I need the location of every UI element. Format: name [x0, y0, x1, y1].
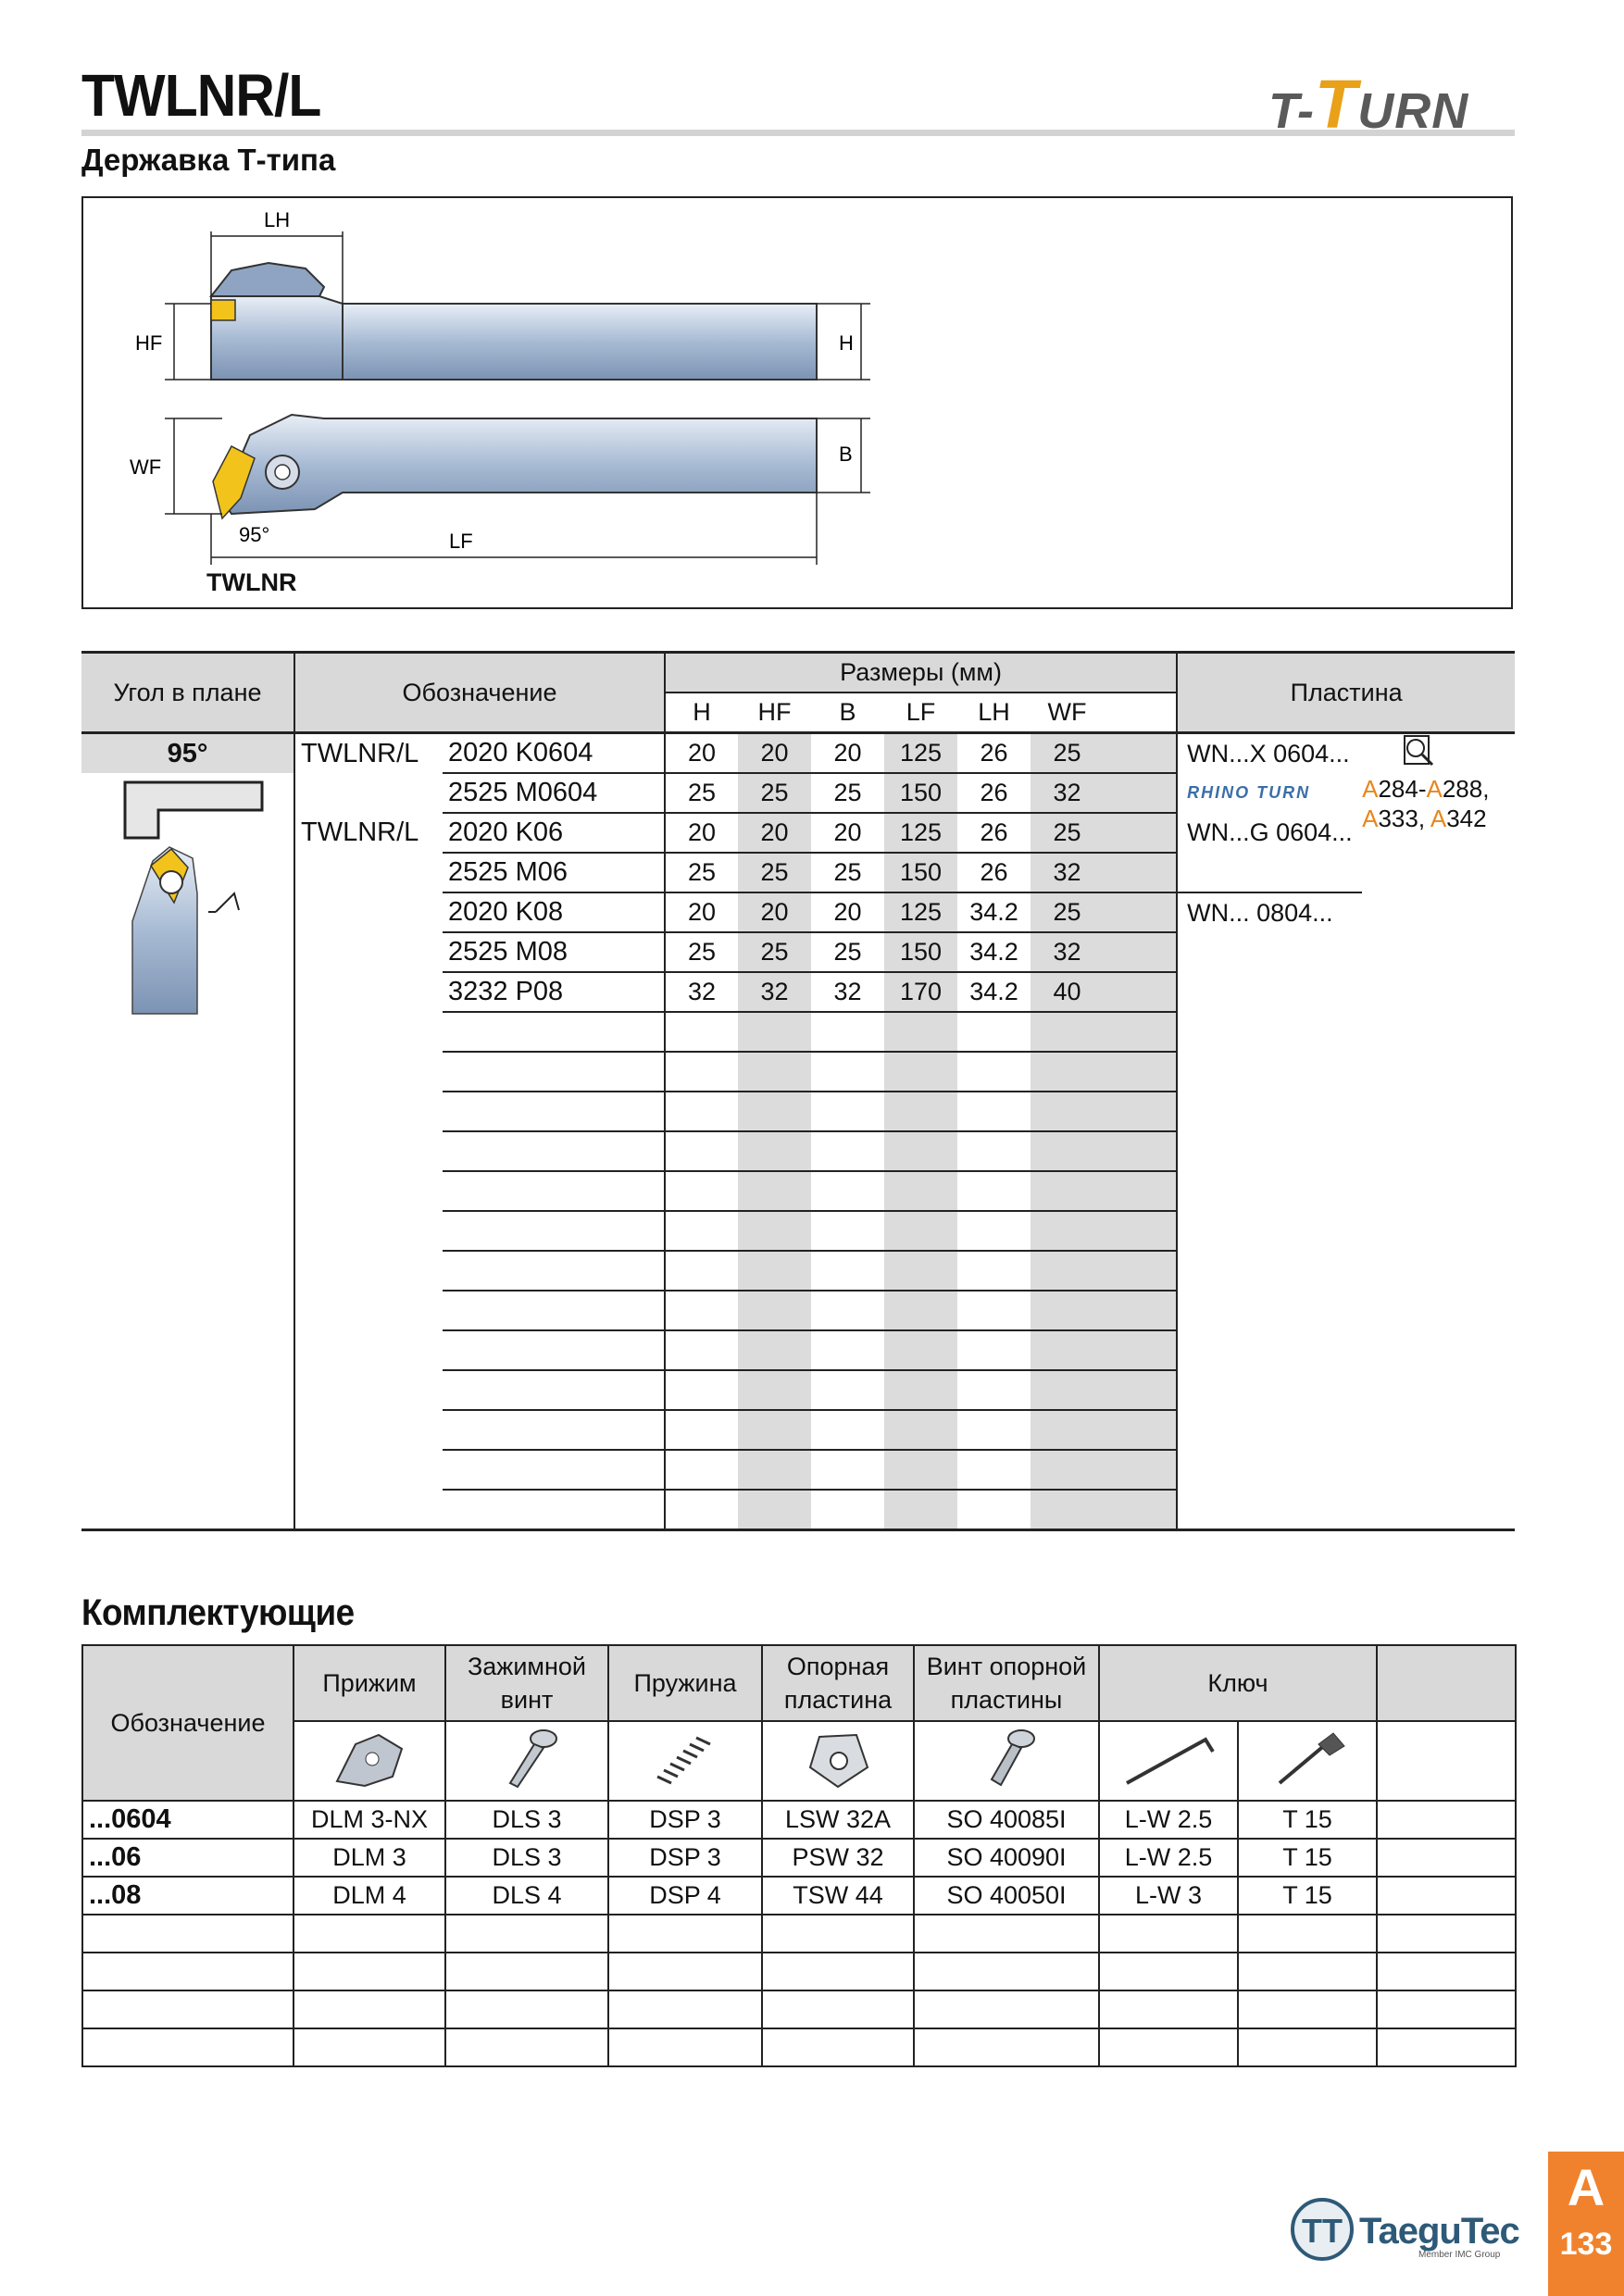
acc-cell-spring: DSP 3 [608, 1839, 762, 1877]
ref-n2: 288, [1442, 775, 1490, 803]
cell-hf: 25 [738, 773, 811, 813]
logo-mark: T [1315, 66, 1358, 143]
header-dim-h: H [665, 693, 738, 733]
cell-lf: 150 [884, 932, 957, 972]
brand-name: TaeguTec [1359, 2211, 1519, 2252]
header-dim-lf: LF [884, 693, 957, 733]
cell-b: 25 [811, 932, 884, 972]
cell-wf: 40 [1031, 972, 1104, 1012]
acc-cell-key1: L-W 3 [1099, 1877, 1238, 1915]
taegutec-logo [1289, 2190, 1363, 2269]
svg-text:TT: TT [1302, 2212, 1343, 2250]
cell-h: 20 [665, 733, 738, 774]
cell-h: 32 [665, 972, 738, 1012]
catalog-reference [1362, 733, 1515, 854]
cell-wf: 32 [1031, 853, 1104, 892]
acc-header-key: Ключ [1099, 1645, 1377, 1721]
page-number: 133 [1559, 2227, 1613, 2262]
rhino-turn-logo: RHINO TURN [1177, 773, 1362, 813]
header-angle: Угол в плане [81, 653, 294, 733]
row-code: 2525 M06 [443, 853, 665, 892]
header-dim-hf: HF [738, 693, 811, 733]
dim-wf-label: WF [130, 455, 162, 479]
acc-cell-shim-screw: SO 40090I [914, 1839, 1099, 1877]
insert-illustration-cell [81, 773, 294, 1530]
acc-cell-key2: T 15 [1238, 1877, 1377, 1915]
cell-lh: 34.2 [957, 932, 1031, 972]
dim-b-label: B [839, 443, 853, 466]
cell-b: 32 [811, 972, 884, 1012]
ref-n1: 284- [1378, 775, 1427, 803]
dim-lf-label: LF [449, 530, 473, 553]
ref-n3: 333, [1378, 805, 1430, 832]
acc-cell-spring: DSP 4 [608, 1877, 762, 1915]
acc-cell-key2: T 15 [1238, 1839, 1377, 1877]
ref-n4: 342 [1446, 805, 1487, 832]
acc-cell-screw: DLS 4 [445, 1877, 608, 1915]
hex-key-icon [1099, 1721, 1238, 1801]
acc-cell-clamp: DLM 3 [294, 1839, 445, 1877]
header-insert: Пластина [1177, 653, 1515, 733]
cell-lf: 125 [884, 813, 957, 853]
cell-h: 25 [665, 773, 738, 813]
row-code: 3232 P08 [443, 972, 665, 1012]
group2-prefix: TWLNR/L [294, 813, 443, 853]
group3-insert: WN... 0804... [1177, 892, 1362, 932]
cell-lh: 34.2 [957, 892, 1031, 932]
acc-row-code: ...06 [82, 1839, 294, 1877]
section-tab [1548, 2152, 1624, 2296]
ref-a4: A [1430, 805, 1447, 832]
tool-drawing [130, 204, 854, 574]
header-dim-wf: WF [1031, 693, 1104, 733]
side-view [211, 263, 817, 380]
cell-lf: 170 [884, 972, 957, 1012]
t-turn-logo [1268, 65, 1468, 144]
cell-lh: 26 [957, 733, 1031, 774]
cell-b: 20 [811, 813, 884, 853]
cell-lf: 150 [884, 853, 957, 892]
cell-lf: 125 [884, 892, 957, 932]
dim-h-label: H [839, 331, 854, 355]
cell-wf: 25 [1031, 813, 1104, 853]
logo-prefix: T- [1268, 83, 1315, 139]
header-dim-b: B [811, 693, 884, 733]
cell-b: 20 [811, 733, 884, 774]
tool-name-label: TWLNR [206, 568, 297, 596]
acc-cell-key1: L-W 2.5 [1099, 1839, 1238, 1877]
acc-cell-screw: DLS 3 [445, 1801, 608, 1839]
cell-hf: 32 [738, 972, 811, 1012]
ref-a1: A [1362, 775, 1379, 803]
group1-prefix: TWLNR/L [294, 733, 443, 774]
cell-hf: 25 [738, 853, 811, 892]
cell-h: 20 [665, 892, 738, 932]
ref-a2: A [1426, 775, 1443, 803]
row-code: 2020 K06 [443, 813, 665, 853]
cell-b: 25 [811, 853, 884, 892]
brand-subtitle: Member IMC Group [1418, 2250, 1501, 2260]
header-designation: Обозначение [294, 653, 665, 733]
page-subtitle: Державка Т-типа [81, 143, 336, 177]
acc-cell-shim: TSW 44 [762, 1877, 914, 1915]
angle-value: 95° [81, 733, 294, 774]
row-code: 2525 M0604 [443, 773, 665, 813]
cell-lf: 125 [884, 733, 957, 774]
cell-wf: 25 [1031, 733, 1104, 774]
group1-insert: WN...X 0604... [1177, 733, 1362, 774]
cell-h: 20 [665, 813, 738, 853]
cell-lh: 34.2 [957, 972, 1031, 1012]
dim-hf-label: HF [135, 331, 163, 355]
cell-h: 25 [665, 853, 738, 892]
section-letter: A [1567, 2158, 1605, 2216]
cell-lh: 26 [957, 853, 1031, 892]
cell-lh: 26 [957, 773, 1031, 813]
cell-lh: 26 [957, 813, 1031, 853]
acc-row-code: ...08 [82, 1877, 294, 1915]
acc-header-clamp: Прижим [294, 1645, 445, 1721]
acc-header-shim: Опорная пластина [762, 1645, 914, 1721]
header-dim-lh: LH [957, 693, 1031, 733]
acc-cell-key2: T 15 [1238, 1801, 1377, 1839]
acc-cell-shim: PSW 32 [762, 1839, 914, 1877]
screw-icon [445, 1721, 608, 1801]
header-dims-group: Размеры (мм) [665, 653, 1177, 693]
acc-cell-shim: LSW 32A [762, 1801, 914, 1839]
cell-wf: 32 [1031, 773, 1104, 813]
acc-header-shim-screw: Винт опорной пластины [914, 1645, 1099, 1721]
cell-wf: 25 [1031, 892, 1104, 932]
taegutec-emblem-icon [1289, 2190, 1363, 2265]
acc-header-clamp-screw: Зажимной винт [445, 1645, 608, 1721]
cell-lf: 150 [884, 773, 957, 813]
cell-hf: 25 [738, 932, 811, 972]
clamp-icon [294, 1721, 445, 1801]
magnifier-icon [1399, 734, 1436, 767]
ref-a3: A [1362, 805, 1379, 832]
top-view [213, 415, 817, 518]
acc-cell-clamp: DLM 3-NX [294, 1801, 445, 1839]
accessories-title: Комплектующие [81, 1592, 355, 1633]
dim-lh-label: LH [264, 208, 291, 231]
shim-screw-icon [914, 1721, 1099, 1801]
cell-b: 20 [811, 892, 884, 932]
cell-h: 25 [665, 932, 738, 972]
group2-insert: WN...G 0604... [1177, 813, 1362, 853]
cell-b: 25 [811, 773, 884, 813]
row-code: 2525 M08 [443, 932, 665, 972]
acc-header-designation: Обозначение [82, 1645, 294, 1801]
acc-cell-spring: DSP 3 [608, 1801, 762, 1839]
acc-cell-shim-screw: SO 40085I [914, 1801, 1099, 1839]
acc-cell-shim-screw: SO 40050I [914, 1877, 1099, 1915]
acc-cell-clamp: DLM 4 [294, 1877, 445, 1915]
row-code: 2020 K0604 [443, 733, 665, 774]
accessories-table [81, 1644, 1517, 2067]
acc-cell-screw: DLS 3 [445, 1839, 608, 1877]
cell-hf: 20 [738, 733, 811, 774]
cell-hf: 20 [738, 813, 811, 853]
shim-icon [762, 1721, 914, 1801]
page-title: TWLNR/L [81, 62, 321, 129]
acc-header-spring: Пружина [608, 1645, 762, 1721]
dim-angle-label: 95° [239, 523, 270, 546]
holder-dimensions-table [81, 651, 1515, 1531]
acc-row-code: ...0604 [82, 1801, 294, 1839]
holder-top-view-illustration [105, 773, 271, 1023]
torx-key-icon [1238, 1721, 1377, 1801]
acc-cell-key1: L-W 2.5 [1099, 1801, 1238, 1839]
logo-suffix: URN [1357, 83, 1469, 139]
row-code: 2020 K08 [443, 892, 665, 932]
cell-hf: 20 [738, 892, 811, 932]
cell-wf: 32 [1031, 932, 1104, 972]
spring-icon [608, 1721, 762, 1801]
